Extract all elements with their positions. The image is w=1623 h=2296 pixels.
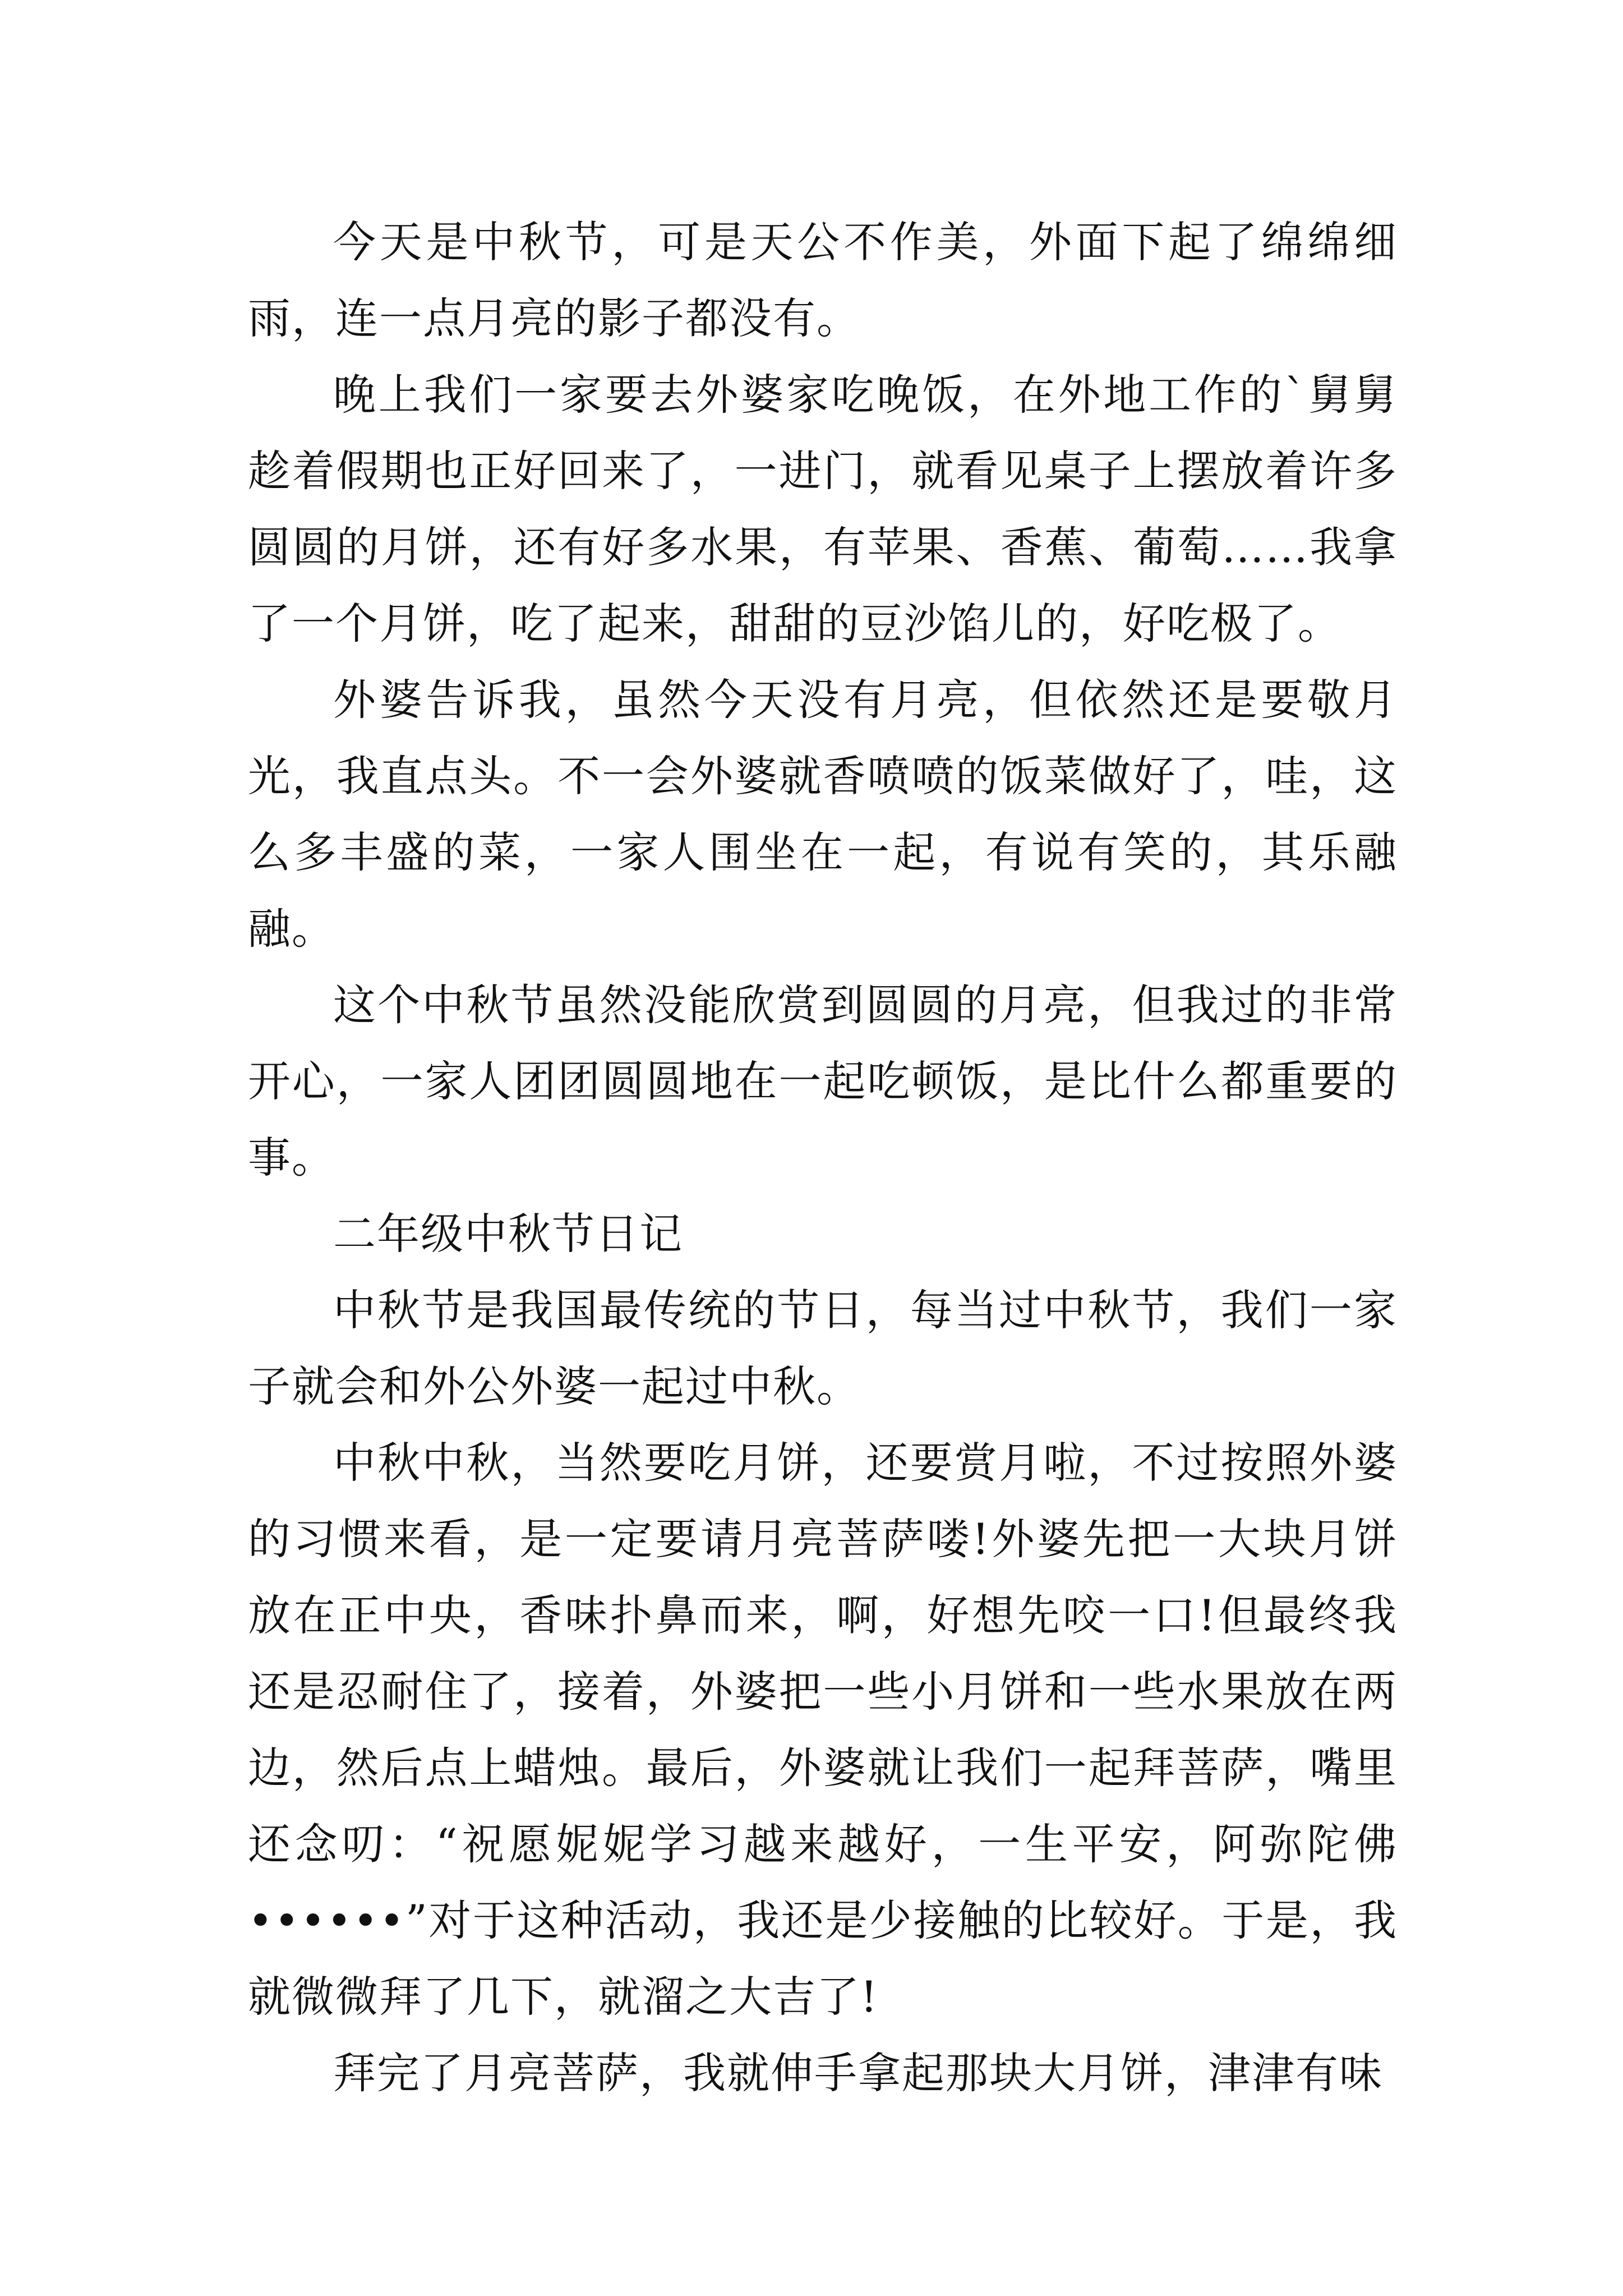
paragraph: 中秋节是我国最传统的节日，每当过中秋节，我们一家子就会和外公外婆一起过中秋。 — [248, 1285, 1398, 1411]
paragraph: 中秋中秋，当然要吃月饼，还要赏月啦，不过按照外婆的习惯来看，是一定要请月亮菩萨喽!外婆先把一大块月饼放在正中央，香味扑鼻而来，啊，好想先咬一口!但最终我还是忍耐住了，接着，外婆把一些小月饼和一些水果放在两边，然后点上蜡烛。最后，外婆就让我们一起拜菩萨，嘴里还念叨：“祝愿妮妮学习越来越好，一生平安，阿弥陀佛••••••”对于这种活动，我还是少接触的比较好。于是，我就微微拜了几下，就溜之大吉了! — [248, 1438, 1398, 2022]
paragraph: 今天是中秋节，可是天公不作美，外面下起了绵绵细雨，连一点月亮的影子都没有。 — [248, 217, 1398, 343]
paragraph: 晚上我们一家要去外婆家吃晚饭，在外地工作的`舅舅趁着假期也正好回来了，一进门，就看见桌子上摆放着许多圆圆的月饼，还有好多水果，有苹果、香蕉、葡萄……我拿了一个月饼，吃了起来，甜甜的豆沙馅儿的，好吃极了。 — [248, 370, 1398, 648]
section-heading: 二年级中秋节日记 — [333, 1209, 683, 1259]
paragraph: 拜完了月亮菩萨，我就伸手拿起那块大月饼，津津有味 — [333, 2048, 1383, 2098]
paragraph: 这个中秋节虽然没能欣赏到圆圆的月亮，但我过的非常开心，一家人团团圆圆地在一起吃顿饭，是比什么都重要的事。 — [248, 980, 1398, 1182]
paragraph: 外婆告诉我，虽然今天没有月亮，但依然还是要敬月光，我直点头。不一会外婆就香喷喷的饭菜做好了，哇，这么多丰盛的菜，一家人围坐在一起，有说有笑的，其乐融融。 — [248, 675, 1398, 954]
document-body — [248, 204, 1398, 2111]
